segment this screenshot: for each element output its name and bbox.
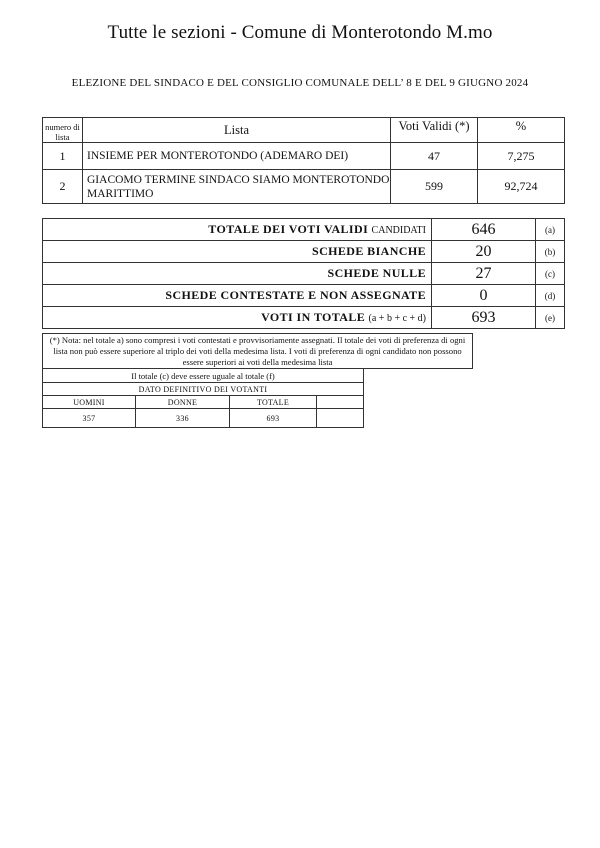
totals-row-schede-nulle (43, 263, 565, 285)
election-subtitle: ELEZIONE DEL SINDACO E DEL CONSIGLIO COMUNALE DELL’ 8 E DEL 9 GIUGNO 2024 (71, 77, 529, 89)
votanti-table (42, 369, 364, 428)
totals-row-schede-bianche (43, 241, 565, 263)
table-row (43, 143, 565, 170)
list-percent: 7,275 (478, 143, 565, 170)
totals-label: SCHEDE NULLE (327, 266, 426, 280)
totals-label-small: CANDIDATI (371, 225, 426, 236)
col-header-totale: TOTALE (230, 396, 317, 409)
totals-label: SCHEDE CONTESTATE E NON ASSEGNATE (165, 288, 426, 302)
col-header-voti-validi: Voti Validi (*) (391, 118, 478, 143)
list-voti: 47 (391, 143, 478, 170)
totals-key: (e) (536, 307, 565, 329)
totals-table (42, 218, 565, 329)
col-header-lista: Lista (83, 118, 391, 143)
list-number: 2 (43, 170, 83, 204)
list-number: 1 (43, 143, 83, 170)
totals-value: 27 (432, 263, 536, 285)
votanti-totale: 693 (230, 409, 317, 428)
page-title: Tutte le sezioni - Comune di Monterotondo M.mo (107, 22, 493, 43)
col-header-donne: DONNE (136, 396, 230, 409)
lists-table (42, 117, 565, 204)
col-header-percent: % (478, 118, 565, 143)
totals-value: 693 (432, 307, 536, 329)
totals-row-voti-validi (43, 219, 565, 241)
votanti-check-note: Il totale (c) deve essere uguale al totale (f) (43, 369, 364, 383)
totals-value: 20 (432, 241, 536, 263)
footnote: (*) Nota: nel totale a) sono compresi i voti contestati e provvisoriamente assegnati. Il totale dei voti di preferenza di ogni lista non può essere superiore al triplo dei voti della medesima lista. I voti di preferenza di ogni candidato non possono essere superiori ai voti della medesima lista (42, 333, 473, 369)
totals-label: VOTI IN TOTALE (261, 310, 366, 324)
table-row (43, 170, 565, 204)
empty-cell (317, 396, 364, 409)
lists-table-header (43, 118, 565, 143)
totals-label-small: (a + b + c + d) (368, 313, 426, 324)
totals-label: SCHEDE BIANCHE (312, 244, 426, 258)
col-header-uomini: UOMINI (43, 396, 136, 409)
totals-value: 0 (432, 285, 536, 307)
col-header-numero: numero di lista (43, 118, 83, 143)
votanti-uomini: 357 (43, 409, 136, 428)
votanti-donne: 336 (136, 409, 230, 428)
list-voti: 599 (391, 170, 478, 204)
list-name: GIACOMO TERMINE SINDACO SIAMO MONTEROTONDO MARITTIMO (83, 170, 391, 204)
totals-value: 646 (432, 219, 536, 241)
totals-row-schede-contestate (43, 285, 565, 307)
list-name: INSIEME PER MONTEROTONDO (ADEMARO DEI) (83, 143, 391, 170)
totals-row-voti-in-totale (43, 307, 565, 329)
totals-key: (a) (536, 219, 565, 241)
totals-key: (c) (536, 263, 565, 285)
list-percent: 92,724 (478, 170, 565, 204)
empty-cell (317, 409, 364, 428)
totals-label: TOTALE DEI VOTI VALIDI (208, 222, 369, 236)
totals-key: (d) (536, 285, 565, 307)
votanti-heading: DATO DEFINITIVO DEI VOTANTI (43, 383, 364, 396)
totals-key: (b) (536, 241, 565, 263)
